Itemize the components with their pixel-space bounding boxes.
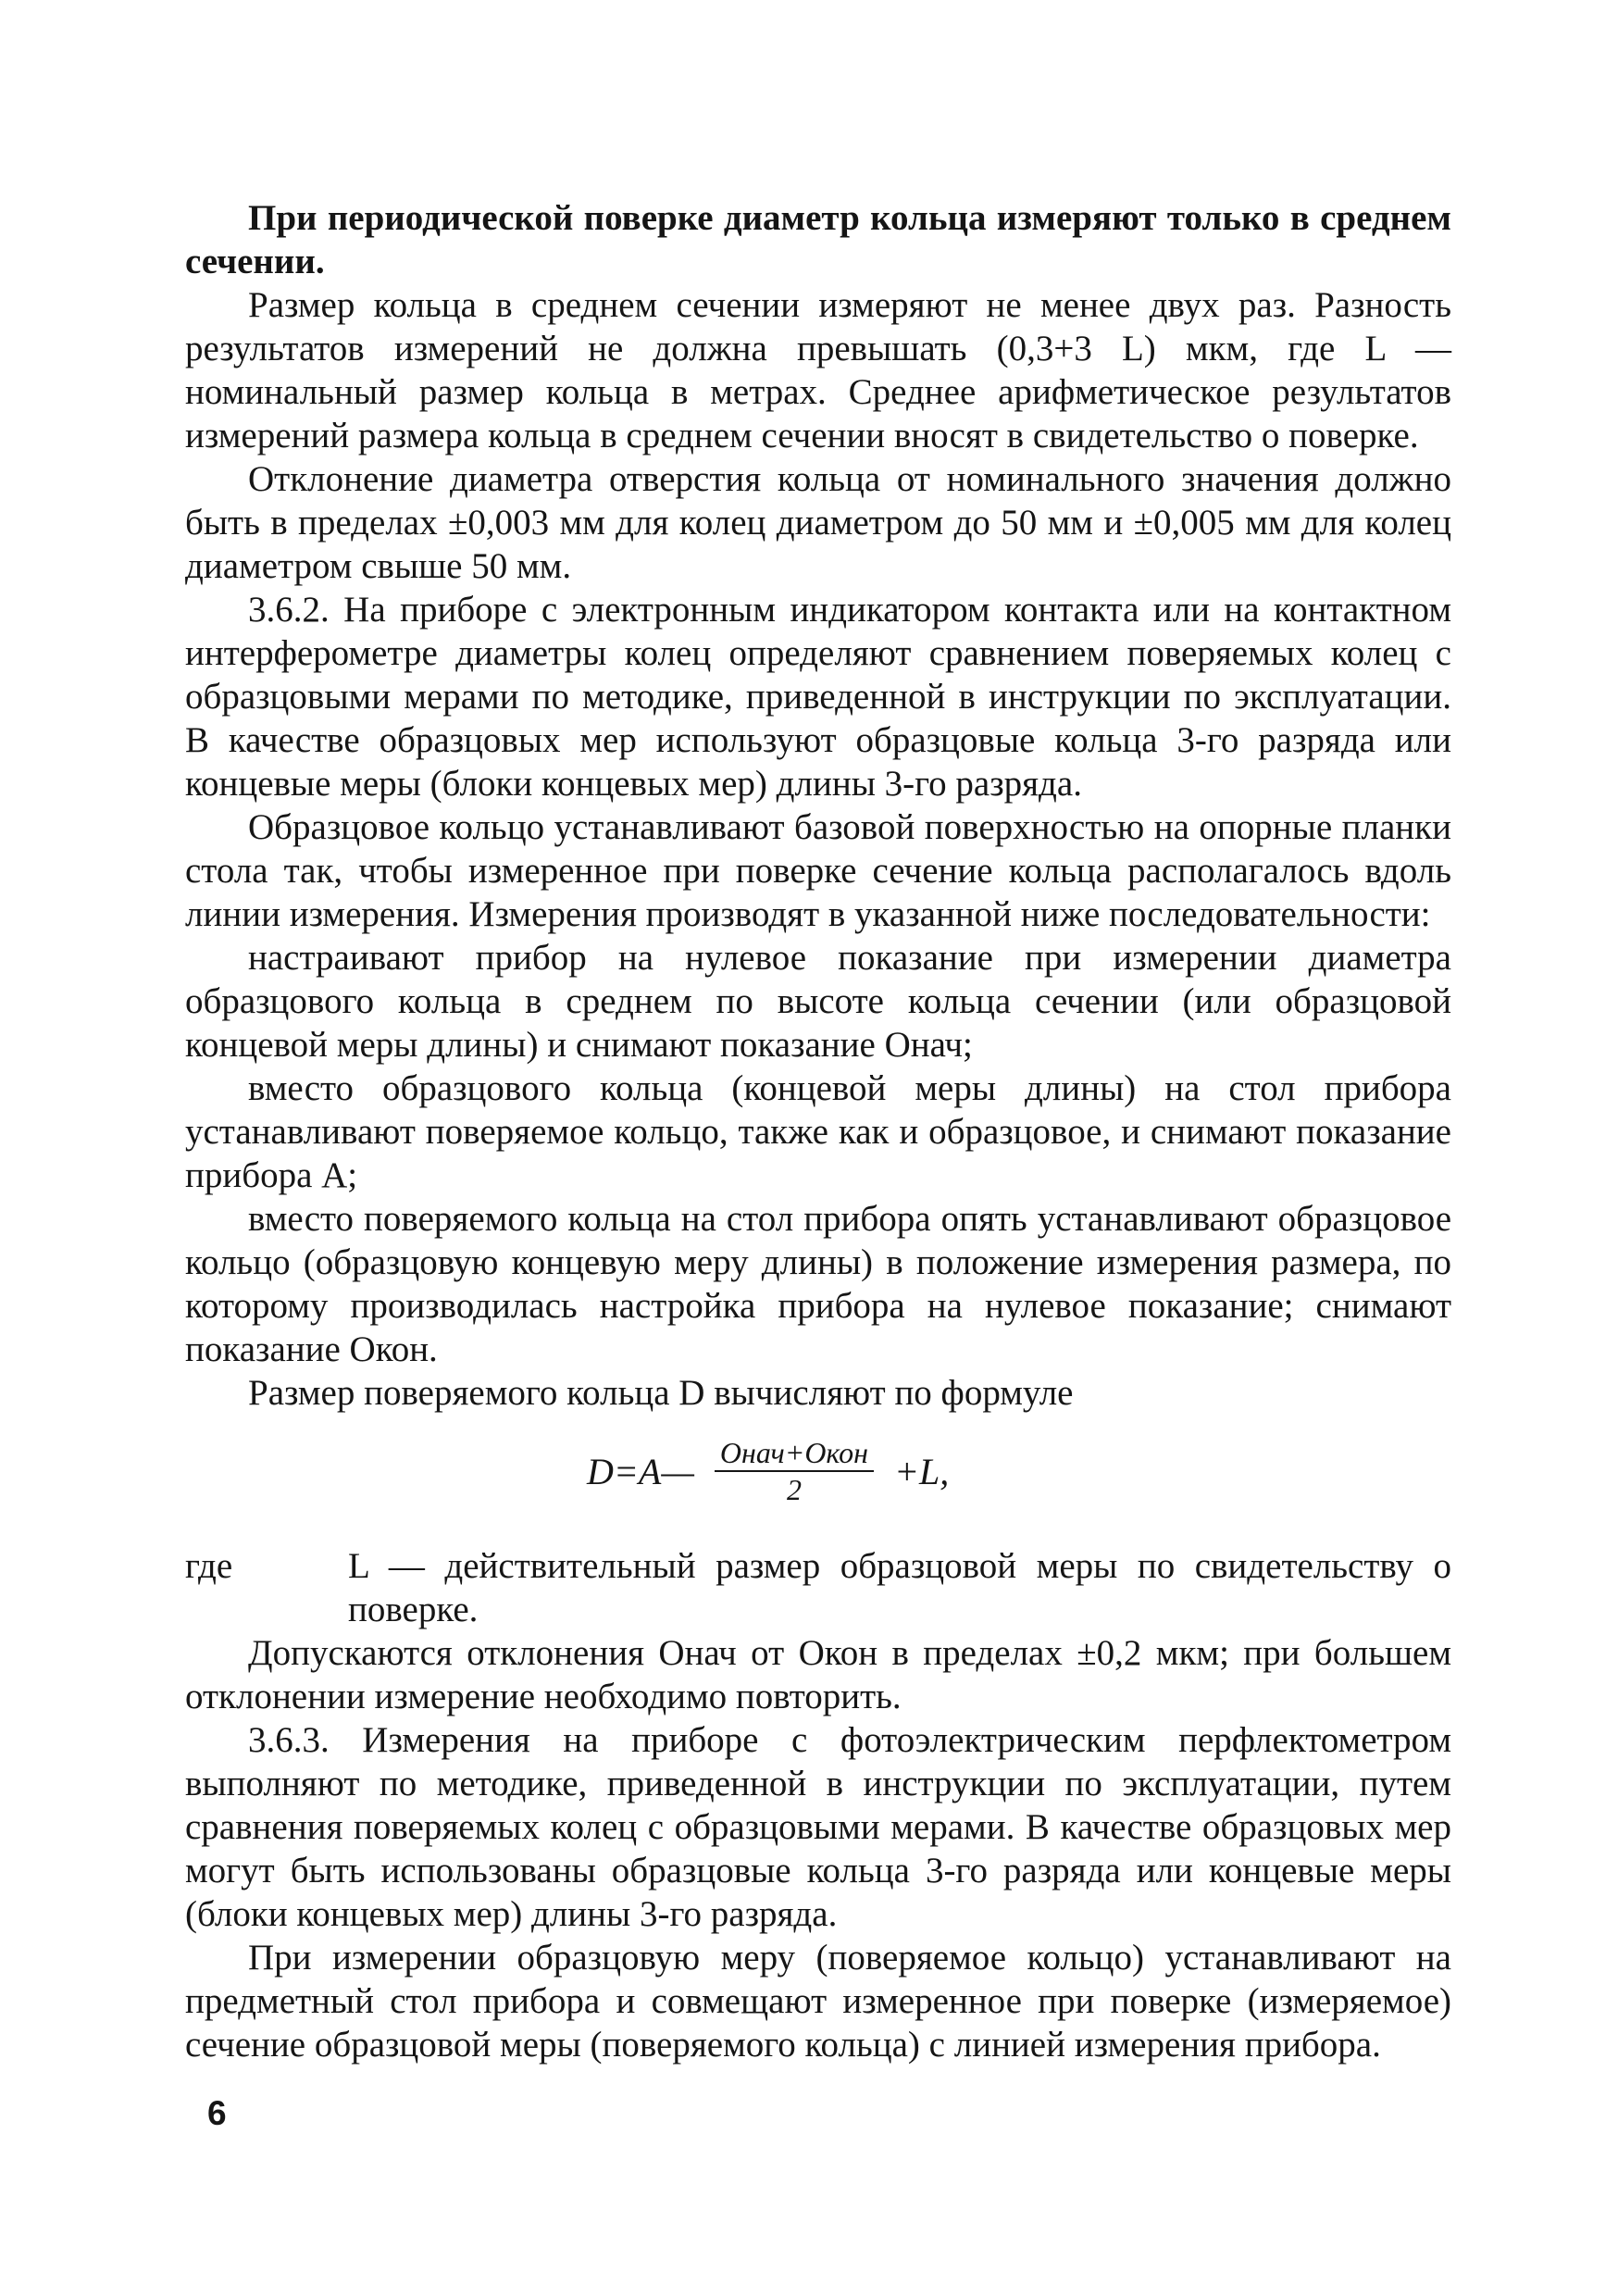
paragraph-ring-size: Размер кольца в среднем сечении измеряют не менее двух раз. Разность результатов измерений не должна превышать (0,3+3 L) мкм, где L — номинальный размер кольца в метрах. Среднее арифметическое результатов измерений размера кольца в среднем сечении вносят в свидетельство о поверке.	[185, 285, 1451, 455]
where-clause	[185, 1544, 1451, 1631]
where-word: где	[185, 1546, 233, 1586]
page-number: 6	[207, 2094, 227, 2132]
formula-fraction	[715, 1435, 874, 1507]
paragraph-periodic-check: При периодической поверке диаметр кольца измеряют только в среднем сечении.	[185, 198, 1451, 281]
formula-lhs: D=A—	[587, 1450, 694, 1492]
paragraph-deviation: Отклонение диаметра отверстия кольца от номинального значения должно быть в пределах ±0,003 мм для колец диаметром до 50 мм и ±0,005 мм для колец диаметром свыше 50 мм.	[185, 459, 1451, 586]
where-text: L — действительный размер образцовой меры по свидетельству о поверке.	[348, 1546, 1451, 1629]
paragraph-step-zero: настраивают прибор на нулевое показание при измерении диаметра образцового кольца в среднем по высоте кольца сечении (или образцовой концевой меры длины) и снимают показание Oнач;	[185, 938, 1451, 1065]
paragraph-step-repeat: вместо поверяемого кольца на стол прибора опять устанавливают образцовое кольцо (образцовую концевую меру длины) в положение измерения размера, по которому производилась настройка прибора на нулевое показание; снимают показание Oкон.	[185, 1199, 1451, 1369]
formula-rhs: +L,	[894, 1450, 950, 1492]
paragraph-measurement-setup: При измерении образцовую меру (поверяемое кольцо) устанавливают на предметный стол прибора и совмещают измеренное при поверке (измеряемое) сечение образцовой меры (поверяемого кольца) с линией измерения прибора.	[185, 1938, 1451, 2065]
formula-denominator: 2	[786, 1473, 802, 1506]
paragraph-section-3-6-3: 3.6.3. Измерения на приборе с фотоэлектрическим перфлектометром выполняют по методике, приведенной в инструкции по эксплуатации, путем сравнения поверяемых колец с образцовыми мерами. В качестве образцовых мер могут быть использованы образцовые кольца 3-го разряда или концевые меры (блоки концевых мер) длины 3-го разряда.	[185, 1720, 1451, 1934]
paragraph-formula-intro: Размер поверяемого кольца D вычисляют по формуле	[248, 1373, 1074, 1413]
paragraph-section-3-6-2: 3.6.2. На приборе с электронным индикатором контакта или на контактном интерферометре диаметры колец определяют сравнением поверяемых колец с образцовыми мерами по методике, приведенной в инструкции по эксплуатации. В качестве образцовых мер используют образцовые кольца 3-го разряда или концевые меры (блоки концевых мер) длины 3-го разряда.	[185, 590, 1451, 804]
formula	[587, 1435, 949, 1507]
paragraph-reference-ring: Образцовое кольцо устанавливают базовой поверхностью на опорные планки стола так, чтобы измеренное при поверке сечение кольца располагалось вдоль линии измерения. Измерения производят в указанной ниже последовательности:	[185, 807, 1451, 934]
formula-numerator: Oнач+Oкон	[715, 1435, 874, 1472]
paragraph-step-measure: вместо образцового кольца (концевой меры длины) на стол прибора устанавливают поверяемое кольцо, также как и образцовое, и снимают показание прибора A;	[185, 1068, 1451, 1195]
formula-block	[185, 1428, 1451, 1539]
document-page	[185, 196, 1451, 2066]
paragraph-allowed-deviation: Допускаются отклонения Oнач от Oкон в пределах ±0,2 мкм; при большем отклонении измерение необходимо повторить.	[185, 1633, 1451, 1716]
